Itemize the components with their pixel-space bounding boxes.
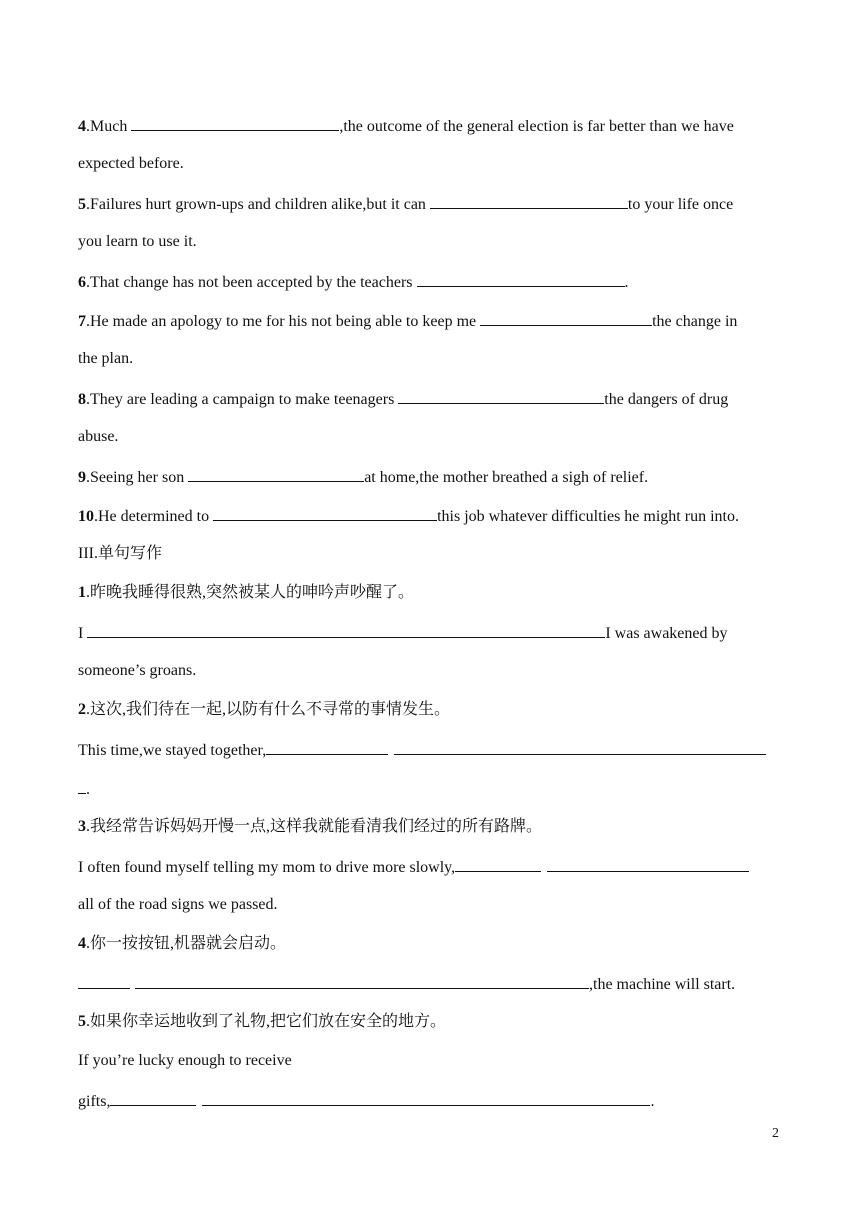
- answer-text: If you’re lucky enough to receive: [78, 1052, 292, 1069]
- question-text: ,the outcome of the general election is far better than we have: [339, 118, 734, 135]
- chinese-prompt: .这次,我们待在一起,以防有什么不寻常的事情发生。: [86, 701, 451, 718]
- answer-blank[interactable]: [202, 1090, 650, 1106]
- writing-1-prompt: [78, 583, 414, 603]
- answer-blank[interactable]: [188, 466, 364, 482]
- question-number: 10: [78, 508, 94, 525]
- answer-text: I was awakened by: [605, 625, 728, 642]
- question-number: 4: [78, 118, 86, 135]
- question-number: 2: [78, 701, 86, 718]
- writing-4-answer: [78, 973, 735, 995]
- writing-5-answer: [78, 1051, 292, 1071]
- question-text: the change in: [652, 313, 738, 330]
- writing-3-cont: [78, 895, 278, 915]
- answer-blank[interactable]: [78, 778, 86, 794]
- answer-blank[interactable]: [547, 856, 749, 872]
- chinese-prompt: .如果你幸运地收到了礼物,把它们放在安全的地方。: [86, 1013, 447, 1030]
- question-text: this job whatever difficulties he might run into.: [437, 508, 739, 525]
- writing-2-cont: [78, 778, 90, 800]
- answer-text: I: [78, 625, 88, 642]
- question-8: [78, 388, 728, 410]
- answer-blank[interactable]: [430, 193, 628, 209]
- question-text: .: [624, 274, 629, 291]
- question-text: the plan.: [78, 350, 134, 367]
- question-text: you learn to use it.: [78, 233, 197, 250]
- question-text: .That change has not been accepted by the teachers: [86, 274, 417, 291]
- answer-blank[interactable]: [78, 973, 130, 989]
- question-number: 8: [78, 391, 86, 408]
- question-text: .They are leading a campaign to make teenagers: [86, 391, 399, 408]
- answer-text: gifts,: [78, 1093, 111, 1110]
- writing-4-prompt: [78, 934, 286, 954]
- question-5-cont: [78, 232, 197, 252]
- question-4: [78, 115, 734, 137]
- question-text: abuse.: [78, 428, 119, 445]
- question-text: .He made an apology to me for his not being able to keep me: [86, 313, 481, 330]
- answer-blank[interactable]: [213, 505, 437, 521]
- question-text: .Seeing her son: [86, 469, 189, 486]
- question-number: 5: [78, 196, 86, 213]
- chinese-prompt: .我经常告诉妈妈开慢一点,这样我就能看清我们经过的所有路牌。: [86, 818, 543, 835]
- question-number: 3: [78, 818, 86, 835]
- question-9: [78, 466, 648, 488]
- question-number: 1: [78, 584, 86, 601]
- question-text: .Much: [86, 118, 132, 135]
- question-text: to your life once: [627, 196, 734, 213]
- writing-1-cont: [78, 661, 196, 681]
- answer-text: .: [650, 1093, 655, 1110]
- writing-2-prompt: [78, 700, 450, 720]
- answer-blank[interactable]: [131, 115, 339, 131]
- section-title: III.单句写作: [78, 545, 162, 562]
- chinese-prompt: .昨晚我睡得很熟,突然被某人的呻吟声吵醒了。: [86, 584, 415, 601]
- question-7: [78, 310, 737, 332]
- question-number: 4: [78, 935, 86, 952]
- answer-blank[interactable]: [394, 739, 766, 755]
- question-number: 6: [78, 274, 86, 291]
- page-number: 2: [772, 1126, 779, 1141]
- answer-blank[interactable]: [110, 1090, 196, 1106]
- question-7-cont: [78, 349, 133, 369]
- answer-text: all of the road signs we passed.: [78, 896, 278, 913]
- answer-blank[interactable]: [135, 973, 589, 989]
- question-5: [78, 193, 733, 215]
- answer-blank[interactable]: [455, 856, 541, 872]
- writing-1-answer: [78, 622, 728, 644]
- question-text: at home,the mother breathed a sigh of relief.: [364, 469, 649, 486]
- writing-2-answer: [78, 739, 766, 761]
- chinese-prompt: .你一按按钮,机器就会启动。: [86, 935, 287, 952]
- answer-text: ,the machine will start.: [589, 976, 736, 993]
- question-8-cont: [78, 427, 118, 447]
- answer-blank[interactable]: [87, 622, 605, 638]
- question-number: 7: [78, 313, 86, 330]
- answer-blank[interactable]: [417, 271, 625, 287]
- answer-text: This time,we stayed together,: [78, 742, 267, 759]
- writing-3-prompt: [78, 817, 542, 837]
- question-text: .Failures hurt grown-ups and children alike,but it can: [86, 196, 430, 213]
- answer-text: .: [86, 781, 90, 798]
- question-text: .He determined to: [94, 508, 214, 525]
- question-6: [78, 271, 629, 293]
- writing-5-prompt: [78, 1012, 446, 1032]
- answer-blank[interactable]: [480, 310, 652, 326]
- answer-blank[interactable]: [398, 388, 604, 404]
- answer-text: I often found myself telling my mom to drive more slowly,: [78, 859, 456, 876]
- question-text: the dangers of drug: [604, 391, 729, 408]
- answer-blank[interactable]: [266, 739, 388, 755]
- writing-5-cont: [78, 1090, 654, 1112]
- question-text: expected before.: [78, 155, 184, 172]
- section-heading: [78, 544, 162, 564]
- question-number: 5: [78, 1013, 86, 1030]
- question-4-cont: [78, 154, 184, 174]
- question-10: [78, 505, 739, 527]
- answer-text: someone’s groans.: [78, 662, 197, 679]
- writing-3-answer: [78, 856, 749, 878]
- question-number: 9: [78, 469, 86, 486]
